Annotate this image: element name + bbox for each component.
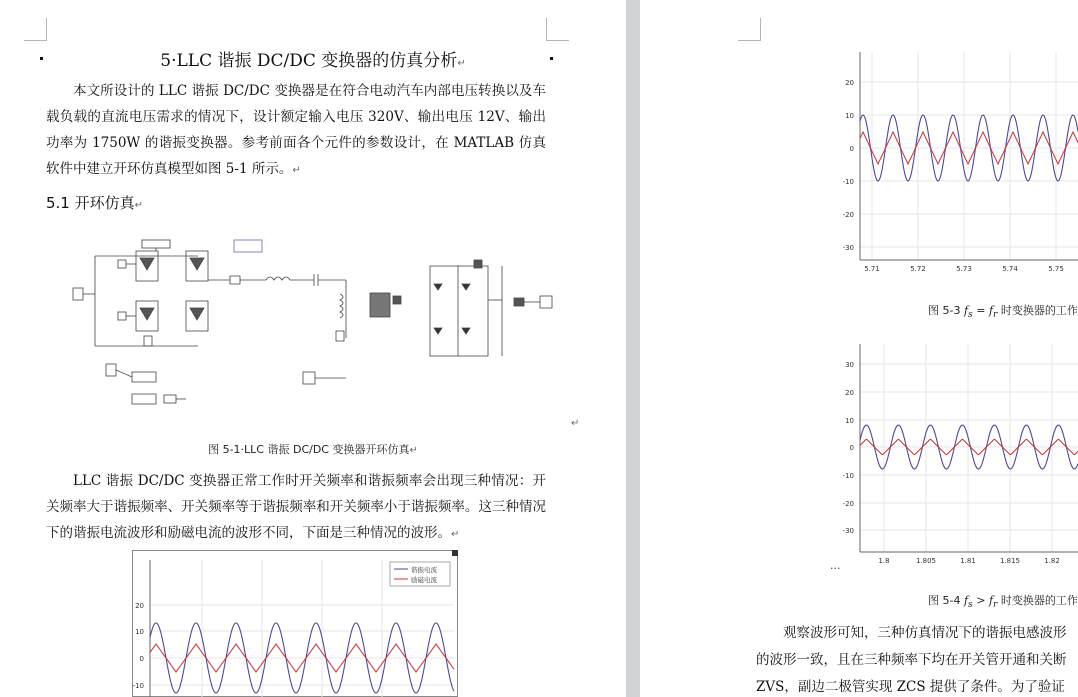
simulink-model-figure — [70, 236, 560, 411]
gate-driver — [118, 312, 126, 320]
y-tick-label: -20 — [842, 500, 854, 508]
y-tick-label: -10 — [842, 178, 854, 186]
waveform-chart-5-3 — [830, 48, 1078, 278]
x-tick-label: 5.73 — [956, 265, 972, 273]
y-tick-label: 20 — [845, 79, 854, 87]
circuit-diagram — [70, 236, 560, 411]
margin-corner-tl — [24, 18, 47, 41]
right-page — [640, 0, 1078, 697]
resonant-inductor — [266, 277, 290, 280]
y-tick-label: 20 — [135, 602, 144, 610]
margin-corner-tr — [546, 18, 569, 41]
scope-block — [540, 296, 552, 308]
y-tick-label: 0 — [849, 444, 854, 452]
section-title: 5.1 开环仿真↵ — [46, 194, 144, 212]
dc-source-block — [73, 288, 83, 300]
conclusion-paragraph: 观察波形可知，三种仿真情况下的谐振电感波形 的波形一致，且在三种频率下均在开关管开通和关断 ZVS，副边二极管实现 ZCS 提供了条件。为了验证 — [756, 625, 1067, 695]
x-tick-label: 1.805 — [915, 557, 937, 565]
waveform-plot — [132, 550, 458, 697]
page-gutter — [626, 0, 640, 697]
y-tick-label: -20 — [842, 211, 854, 219]
y-tick-label: 20 — [845, 389, 854, 397]
y-tick-label: 30 — [845, 361, 854, 369]
paragraph-mark: ↵ — [571, 418, 580, 429]
x-tick-label: 1.82 — [1044, 557, 1060, 565]
y-tick-label: 10 — [845, 417, 854, 425]
pulse-generator — [106, 364, 116, 376]
waveform-plot — [830, 48, 1078, 278]
frequency-cases-paragraph: LLC 谐振 DC/DC 变换器正常工作时开关频率和谐振频率会出现三种情况：开关频率大于谐振频率、开关频率等于谐振频率和开关频率小于谐振频率。这三种情况下的谐振电流波形和励磁电流的波形不同，下面是三种情况的波形。↵ — [46, 473, 546, 541]
y-tick-label: -30 — [842, 527, 854, 535]
x-tick-label: 5.72 — [910, 265, 926, 273]
x-tick-label: 1.8 — [878, 557, 890, 565]
y-tick-label: 0 — [849, 145, 854, 153]
chapter-heading: 5·LLC 谐振 DC/DC 变换器的仿真分析↵ — [160, 51, 466, 71]
y-tick-label: 10 — [135, 628, 144, 636]
waveform-plot — [830, 340, 1078, 570]
figure-5-3-caption: 图 5-3 $f_s = f_r$ 时变换器的工作 — [928, 304, 1078, 321]
x-tick-label: 5.75 — [1048, 265, 1064, 273]
y-tick-label: -10 — [842, 472, 854, 480]
x-tick-label: 1.815 — [999, 557, 1021, 565]
y-tick-label: 0 — [139, 655, 144, 663]
intro-paragraph: 本文所设计的 LLC 谐振 DC/DC 变换器是在符合电动汽车内部电压转换以及车载负载的直流电压需求的情况下，设计额定输入电压 320V、输出电压 12V、输出功率为 1750W 的谐振变换器。参考前面各个元件的参数设计，在 MATLAB 仿真软件中建立开环仿真模型如图 5-1 所示。↵ — [46, 83, 546, 177]
figure-5-1-caption: 图 5-1·LLC 谐振 DC/DC 变换器开环仿真↵ — [208, 443, 418, 456]
ellipsis-marker: ··· — [830, 562, 841, 575]
transformer — [370, 293, 390, 317]
figure-5-4-caption: 图 5-4 $f_s > f_r$ 时变换器的工作 — [928, 594, 1078, 611]
scope-block — [303, 372, 315, 384]
waveform-chart-bottom — [132, 550, 458, 697]
x-tick-label: 1.81 — [960, 557, 976, 565]
magnetizing-inductor — [340, 294, 343, 318]
x-tick-label: 5.74 — [1002, 265, 1018, 273]
margin-corner-tl — [738, 18, 761, 41]
waveform-chart-5-4 — [830, 340, 1078, 570]
y-tick-label: -30 — [842, 244, 854, 252]
legend-label: 励磁电流 — [411, 576, 437, 584]
current-sensor — [230, 276, 240, 284]
y-tick-label: 10 — [845, 112, 854, 120]
legend-label: 谐振电流 — [411, 566, 437, 574]
gate-driver — [118, 260, 126, 268]
y-tick-label: -10 — [132, 682, 144, 690]
x-tick-label: 5.71 — [864, 265, 880, 273]
